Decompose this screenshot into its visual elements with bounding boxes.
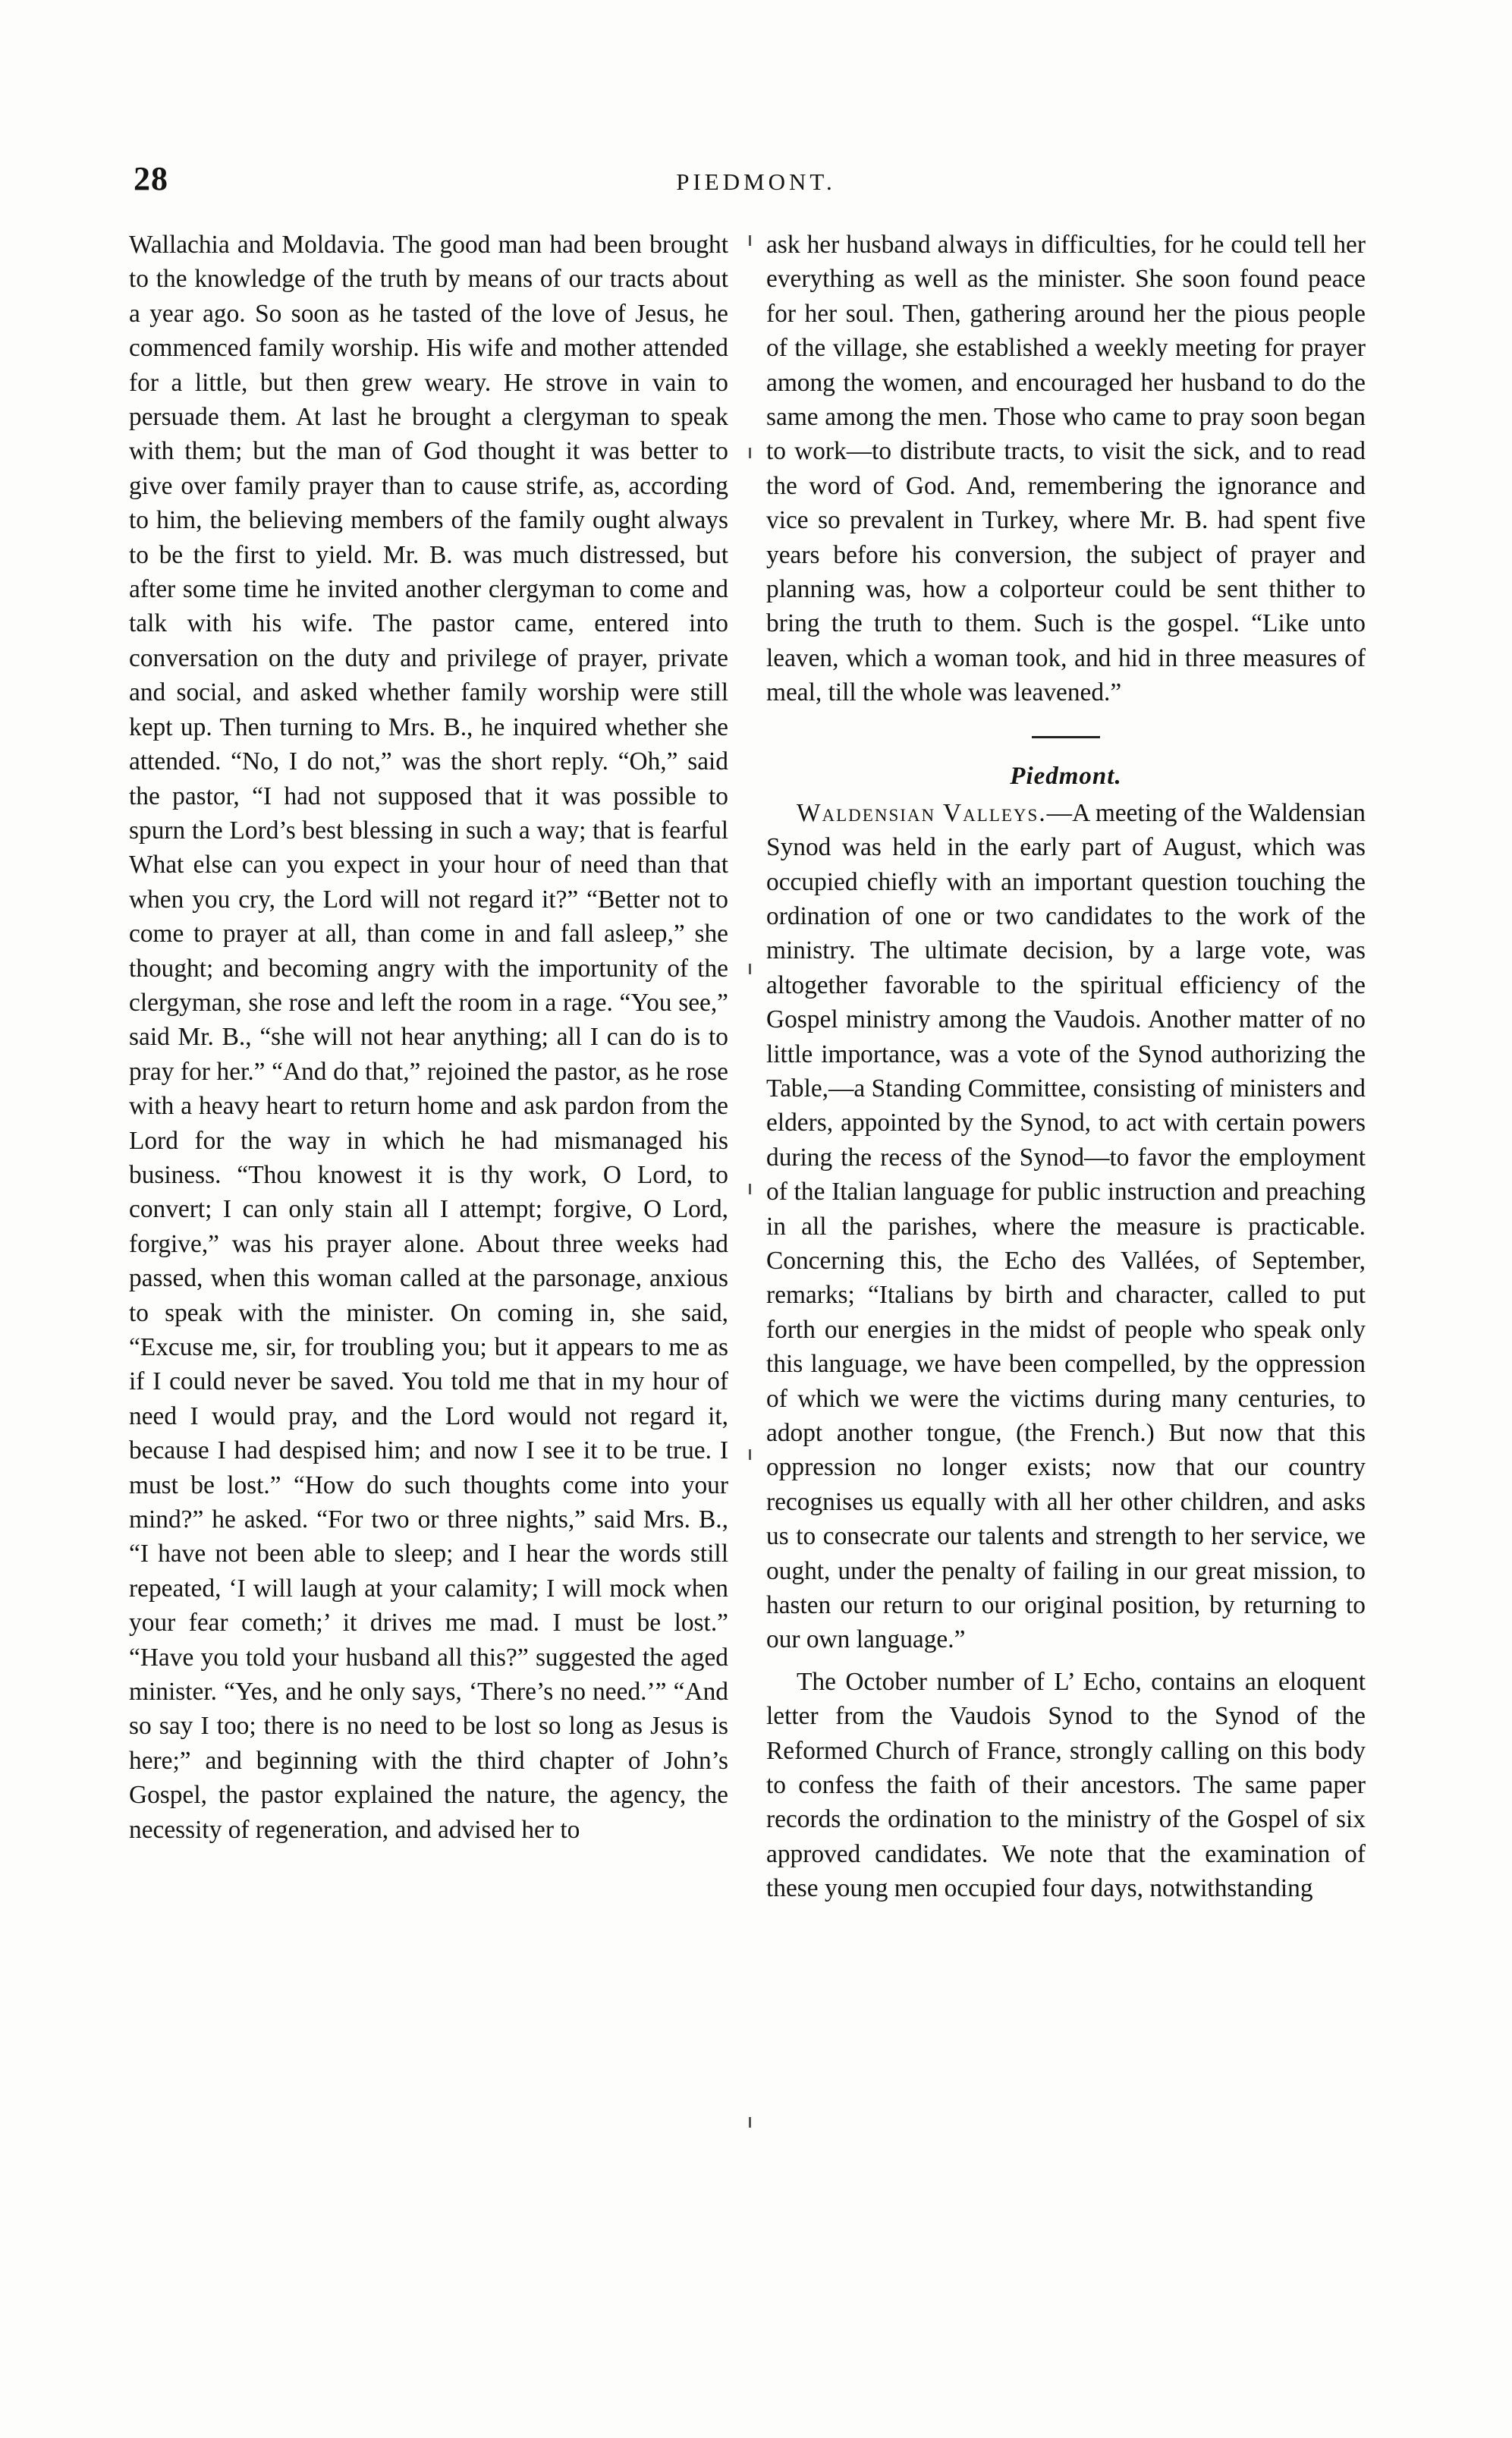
continued-text: ask her husband always in difficulties, for he could tell her everything as well as the minister. She soon found peace for her soul. Then, gathering around her the pious people of the village, she established a weekly meeting for prayer among the women, and encouraged her husband to do the same among the men. Those who came to pray soon began to work—to distribute tracts, to visit the sick, and to read the word of God. And, remembering the ignorance and vice so prevalent in Turkey, where Mr. B. had spent five years before his conversion, the subject of prayer and planning was, how a colporteur could be sent thither to bring the truth to them. Such is the gospel. “Like unto leaven, which a woman took, and hid in three measures of meal, till the whole was leavened.” xyxy=(766,231,1366,707)
left-column-text: Wallachia and Moldavia. The good man had been brought to the knowledge of the truth by means of our tracts about a year ago. So soon as he tasted of the love of Jesus, he commenced family worship. His wife and mother attended for a little, but then grew weary. He strove in vain to persuade them. At last he brought a clergyman to speak with them; but the man of God thought it was better to give over family prayer than to cause strife, as, according to him, the believing members of the family ought always to be the first to yield. Mr. B. was much distressed, but after some time he invited another clergyman to come and talk with his wife. The pastor came, entered into conversation on the duty and privilege of prayer, private and social, and asked whether family worship were still kept up. Then turning to Mrs. B., he inquired whether she attended. “No, I do not,” was the short reply. “Oh,” said the pastor, “I had not supposed that it was possible to spurn the Lord’s best blessing in such a way; that is fearful What else can you expect in your hour of need than that when you cry, the Lord will not regard it?” “Better not to come to prayer at all, than come in and fall asleep,” she thought; and becoming angry with the importunity of the clergyman, she rose and left the room in a rage. “You see,” said Mr. B., “she will not hear anything; all I can do is to pray for her.” “And do that,” rejoined the pastor, as he rose with a heavy heart to return home and ask pardon from the Lord for the way in which he had mismanaged his business. “Thou knowest it is thy work, O Lord, to convert; I can only stain all I attempt; forgive, O Lord, forgive,” was his prayer alone. About three weeks had passed, when this woman called at the parsonage, anxious to speak with the minister. On coming in, she said, “Excuse me, sir, for troubling you; but it appears to me as if I could never be saved. You told me that in my hour of need I would pray, and the Lord would not regard it, because I had despised him; and now I see it to be true. I must be lost.” “How do such thoughts come into your mind?” he asked. “For two or three nights,” said Mrs. B., “I have not been able to sleep; and I hear the words still repeated, ‘I will laugh at your calamity; I will mock when your fear cometh;’ it drives me mad. I must be lost.” “Have you told your husband all this?” suggested the aged minister. “Yes, and he only says, ‘There’s no need.’” “And so say I too; there is no need to be lost so long as Jesus is here;” and beginning with the third chapter of John’s Gospel, the pastor explained the nature, the agency, the necessity of regeneration, and advised her to xyxy=(129,231,728,1844)
column-gutter-marks xyxy=(749,235,752,2360)
article-paragraph-2: The October number of L’ Echo, contains an eloquent letter from the Vaudois Synod to the Synod of the Reformed Church of France, strongly calling on this body to confess the faith of their ancestors. The same paper records the ordination to the ministry of the Gospel of six approved candidates. We note that the examination of these young men occupied four days, notwithstanding xyxy=(766,1667,1366,1903)
right-column xyxy=(766,228,1366,2390)
left-column xyxy=(129,228,728,2390)
section-divider xyxy=(1032,736,1100,738)
article-paragraph-1-text: —A meeting of the Waldensian Synod was held in the early part of August, which was occupied chiefly with an important question touching the ordination of one or two candidates to the work of the ministry. The ultimate decision, by a large vote, was altogether favorable to the spiritual efficiency of the Gospel ministry among the Vaudois. Another matter of no little importance, was a vote of the Synod authorizing the Table,—a Standing Committee, consisting of ministers and elders, appointed by the Synod, to act with certain powers during the recess of the Synod—to favor the employment of the Italian language for public instruction and preaching in all the parishes, where the measure is practicable. Concerning this, the Echo des Vallées, of September, remarks; “Italians by birth and character, called to put forth our energies in the midst of people who speak only this language, we have been compelled, by the oppression of which we were the victims during many centuries, to adopt another tongue, (the French.) But now that this oppression no longer exists; now that our country recognises us equally with all her other children, and asks us to consecrate our talents and strength to her service, we ought, under the penalty of failing in our great mission, to hasten our return to our original position, by returning to our own language.” xyxy=(766,798,1366,1654)
article-lead-in: Waldensian Valleys. xyxy=(797,798,1047,827)
running-title: PIEDMONT. xyxy=(676,168,836,195)
page-number: 28 xyxy=(134,160,168,197)
section-heading: Piedmont. xyxy=(1010,762,1122,790)
article-paragraph-1 xyxy=(766,796,1366,1657)
